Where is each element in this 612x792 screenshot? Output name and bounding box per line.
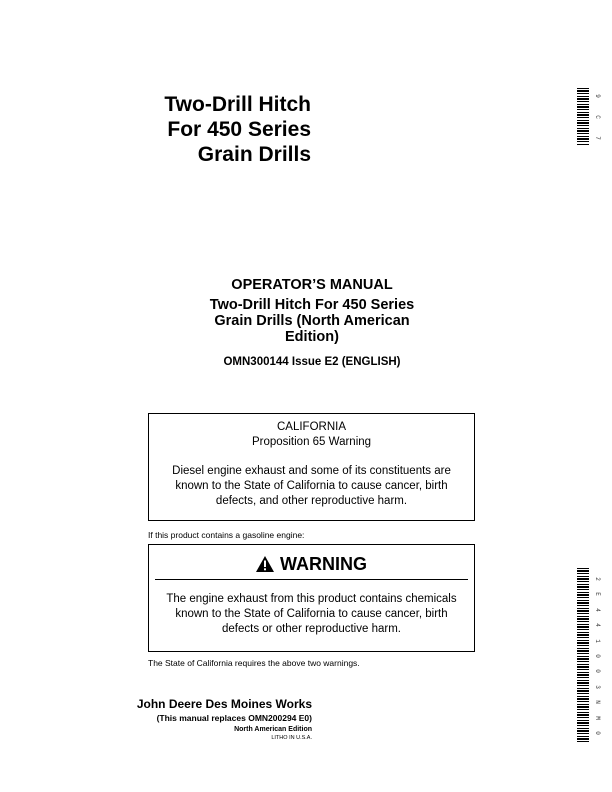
warning-triangle-icon <box>256 556 274 572</box>
top-barcode <box>577 88 589 146</box>
california-warning-box <box>148 413 475 521</box>
bottom-barcode-digits: 2 E 4 4 1 0 0 3 N M 0 <box>593 577 601 735</box>
manual-subtitle-line-3: Edition) <box>285 329 339 345</box>
manual-number: OMN300144 Issue E2 (ENGLISH) <box>223 356 401 368</box>
footer-replaces: (This manual replaces OMN200294 E0) <box>156 713 312 723</box>
engine-warning-box <box>148 544 475 652</box>
california-title: CALIFORNIA <box>276 421 346 433</box>
manual-info <box>180 276 444 369</box>
document-title <box>120 92 311 167</box>
footer-litho: LITHO IN U.S.A. <box>271 735 312 741</box>
top-barcode-digits: 9 C 7 <box>593 94 601 140</box>
title-line-3: Grain Drills <box>197 143 311 166</box>
california-body: Diesel engine exhaust and some of its constituents are known to the State of California to cause cancer, birth defects, and other reproductive harm. <box>172 465 451 507</box>
warning-header <box>155 553 468 580</box>
gasoline-note: If this product contains a gasoline engine: <box>148 530 305 540</box>
title-line-2: For 450 Series <box>167 118 311 141</box>
footer-edition: North American Edition <box>234 726 312 733</box>
bottom-barcode <box>577 568 589 744</box>
california-subtitle: Proposition 65 Warning <box>251 436 372 448</box>
warning-body: The engine exhaust from this product contains chemicals known to the State of California to cause cancer, birth defects or other reproductive harm. <box>166 593 457 635</box>
manual-subtitle-line-1: Two-Drill Hitch For 450 Series <box>209 297 415 313</box>
title-line-1: Two-Drill Hitch <box>164 93 311 116</box>
warning-label: WARNING <box>280 554 367 574</box>
manual-heading: OPERATOR’S MANUAL <box>231 277 393 293</box>
footer-works: John Deere Des Moines Works <box>136 697 312 711</box>
manual-subtitle-line-2: Grain Drills (North American <box>214 313 410 329</box>
state-note: The State of California requires the above two warnings. <box>148 658 360 668</box>
